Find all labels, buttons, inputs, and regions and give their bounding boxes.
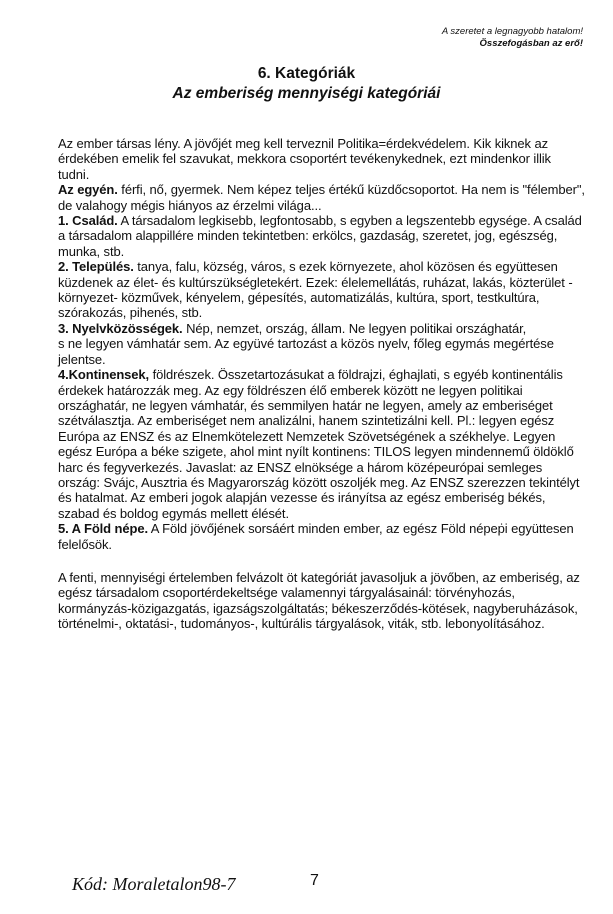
category-earth-label: 5. A Föld népe. <box>58 521 148 537</box>
intro-paragraph: Az ember társas lény. A jövőjét meg kell terveznil Politika=érdekvédelem. Kik kiknek az érdekében emelik fel szavukat, mekkora csoportért tevékenykednek, ezt mindenkor illik tudni. <box>58 136 551 182</box>
motto-line-2: Összefogásban az erő! <box>479 38 583 49</box>
motto <box>442 26 583 50</box>
category-earth-people <box>58 521 585 552</box>
chapter-title: 6. Kategóriák <box>257 65 356 82</box>
category-settlement <box>58 259 585 321</box>
page-number: 7 <box>310 872 319 889</box>
category-language-label: 3. Nyelvközösségek. <box>58 320 183 336</box>
footer-code: Kód: Moraletalon98-7 <box>72 874 236 894</box>
closing-paragraph: A fenti, mennyiségi értelemben felvázolt öt kategóriát javasoljuk a jövőben, az emberiség, az egész társadalom csoportérdekeltsége valamennyi tárgyalásainál: törvényhozás, kormányzás-közigazgatás, igazságszolgáltatás; békeszerződés-kötések, nagyberuházások, történelmi-, oktatási-, tudományos-, kultúrális tárgyalások, viták, stb. lebonyolításához. <box>58 569 580 632</box>
category-family-text: A társadalom legkisebb, legfontosabb, s egyben a legszentebb egysége. A család a társadalom alappillére minden tekintetben: erkölcs, gazdaság, szeretet, jog, egészség, munka, stb. <box>58 213 582 259</box>
chapter-subtitle: Az emberiség mennyiségi kategóriái <box>172 85 441 102</box>
category-earth-text: A Föld jövőjének sorsáért minden ember, az egész Föld népeṗi együttesen felelősök. <box>58 521 574 552</box>
chapter-heading <box>0 64 613 104</box>
category-settlement-label: 2. Település. <box>58 259 134 275</box>
category-family <box>58 213 585 259</box>
category-language-continued: s ne legyen vámhatár sem. Az együvé tartozást a közös nyelv, főleg egymás megértése jelentse. <box>58 336 554 367</box>
motto-line-1: A szeretet a legnagyobb hatalom! <box>441 26 583 37</box>
category-settlement-text: tanya, falu, község, város, s ezek környezete, ahol közösen és együttesen küzdenek az élet- és kultúrszükségletekért. Ezek: élelemellátás, ruházat, lakás, közterület -környezet- közművek, kényelem, gépesítés, automatizálás, kultúra, sport, testkultúra, szórakozás, pihenés, stb. <box>58 259 573 321</box>
category-family-label: 1. Család. <box>58 213 118 229</box>
category-language-text: Nép, nemzet, ország, állam. Ne legyen politikai országhatár, <box>182 320 527 336</box>
category-language-communities <box>58 321 585 336</box>
individual-label: Az egyén. <box>58 182 118 198</box>
individual-text: férfi, nő, gyermek. Nem képez teljes értékű küzdőcsoportot. Ha nem is "félember", de valahogy mégis hiányos az érzelmi világa... <box>58 182 585 213</box>
category-continents-label: 4.Kontinensek, <box>58 367 150 383</box>
category-continents-text: földrészek. Összetartozásukat a földrajzi, éghajlati, s egyéb kontinentális érdekek határozzák meg. Az egy földrészen élő emberek között ne legyen politikai országhatár, ne legyen vámhatár, és semmilyen határ ne legyen, amely az emberiséget szétválasztja. Az emberiséget nem analizálni, hanem szintetizálni kell. Pl.: legyen egész Európa az ENSZ és az Elnemkötelezett Nemzetek Szövetségének a székhelye. Legyen egész Európa a béke szigete, ahol mint nyílt kontinens: TILOS legyen mindennemű öldöklő harc és fegyverkezés. Javaslat: az ENSZ elnöksége a három középeurópai semleges ország: Svájc, Ausztria és Magyarország között oszoljék meg. Az ENSZ szerezzen tekintélyt és hatalmat. Az emberi jogok alapján vezesse és irányítsa az egész emberiség békés, szabad és boldog egymás mellett élését. <box>58 367 580 521</box>
individual-paragraph <box>58 182 585 213</box>
paragraph-gap <box>58 552 585 570</box>
body-text <box>58 136 585 632</box>
category-continents <box>58 367 585 521</box>
